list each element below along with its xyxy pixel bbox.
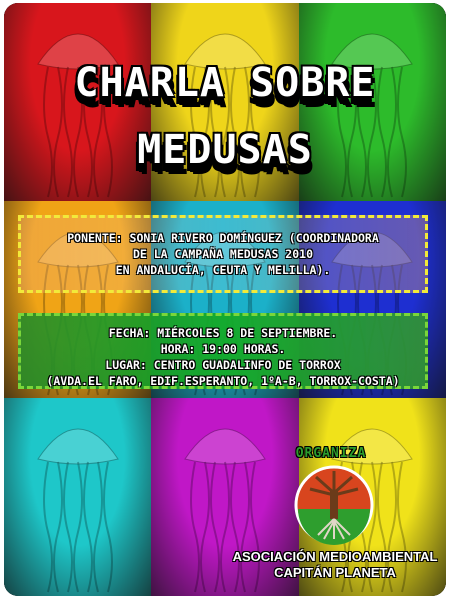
- speaker-line: EN ANDALUCÍA, CEUTA Y MELILLA).: [115, 263, 331, 277]
- tree-logo-icon: [288, 463, 380, 547]
- speaker-line: DE LA CAMPAÑA MEDUSAS 2010: [132, 247, 313, 261]
- event-address: (AVDA.EL FARO, EDIF.ESPERANTO, 1ºA-B, TORROX-COSTA): [46, 374, 400, 388]
- event-details-panel: [18, 313, 428, 389]
- event-time: HORA: 19:00 HORAS.: [160, 342, 286, 356]
- poster-title-line-2: MEDUSAS: [137, 127, 313, 173]
- jellyfish-tile-turquoise: [4, 398, 151, 596]
- organizer-name-line-2: CAPITÁN PLANETA: [274, 565, 396, 580]
- event-poster: [4, 3, 446, 596]
- speaker-line: PONENTE: SONIA RIVERO DOMÍNGUEZ (COORDINADORA: [67, 231, 379, 245]
- poster-title-line-1: CHARLA SOBRE: [74, 60, 376, 106]
- event-date: FECHA: MIÉRCOLES 8 DE SEPTIEMBRE.: [108, 326, 338, 340]
- event-place: LUGAR: CENTRO GUADALINFO DE TORROX: [105, 358, 341, 372]
- organizer-name-line-1: ASOCIACIÓN MEDIOAMBIENTAL: [232, 549, 438, 564]
- jellyfish-icon: [23, 404, 133, 594]
- speaker-panel: [18, 215, 428, 293]
- organizer-label: ORGANIZA: [295, 446, 367, 461]
